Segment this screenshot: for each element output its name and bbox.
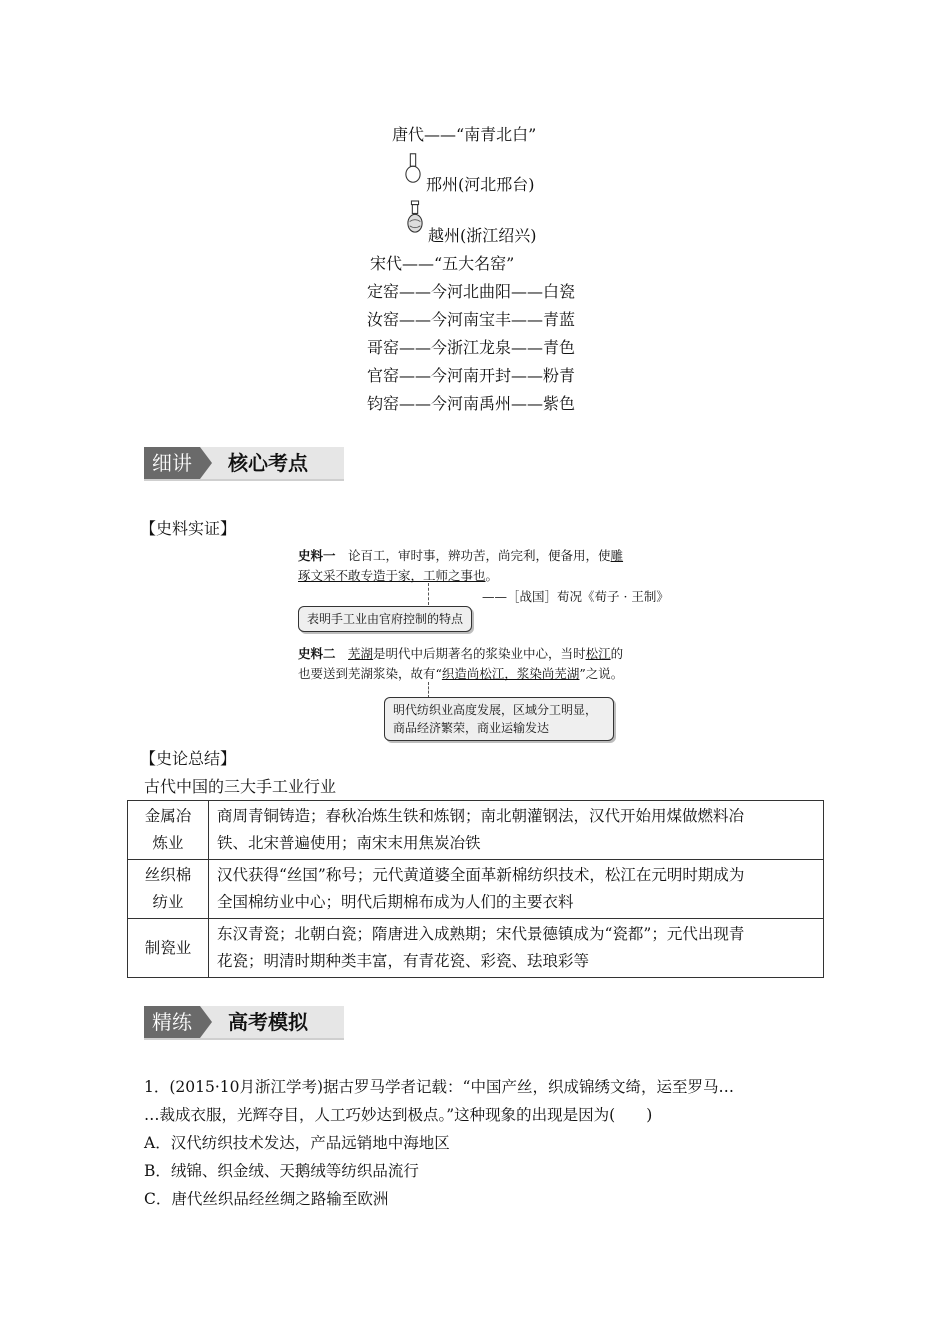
question-stem-line1: 1．(2015·10月浙江学考)据古罗马学者记载：“中国产丝，织成锦绣文绮，运至罗马… bbox=[144, 1078, 734, 1096]
source1-label: 史料一 bbox=[298, 548, 336, 563]
banner-arrow-icon bbox=[200, 1006, 212, 1038]
connector-line bbox=[428, 682, 429, 698]
tang-item-yuezhou: 越州(浙江绍兴) bbox=[428, 226, 537, 245]
tang-item-xingzhou: 邢州(河北邢台) bbox=[426, 175, 535, 194]
industry-table bbox=[127, 800, 824, 978]
source2-t1: 是明代中后期著名的浆染业中心，当时 bbox=[373, 646, 586, 661]
source2-note-line1: 明代纺织业高度发展，区域分工明显， bbox=[393, 703, 598, 717]
banner-title: 高考模拟 bbox=[228, 1010, 308, 1034]
celadon-vase-icon bbox=[407, 198, 423, 236]
evidence-heading: 【史料实证】 bbox=[140, 519, 237, 538]
industry-name: 金属冶 炼业 bbox=[128, 801, 209, 860]
source2-note bbox=[384, 697, 614, 741]
source1-citation: ——［战国］荀况《荀子 · 王制》 bbox=[482, 589, 669, 604]
option-c[interactable]: C．唐代丝织品经丝绸之路输至欧洲 bbox=[144, 1190, 389, 1208]
summary-heading: 【史论总结】 bbox=[140, 749, 237, 768]
industry-desc: 商周青铜铸造；春秋冶炼生铁和炼钢；南北朝灌钢法，汉代开始用煤做燃料冶 铁、北宋普遍使用；南宋末用焦炭冶铁 bbox=[209, 801, 824, 860]
table-row bbox=[128, 919, 824, 978]
banner-arrow-icon bbox=[200, 447, 212, 479]
source2-line2 bbox=[298, 664, 623, 682]
source2-t3: 也要送到芜湖浆染，故有“ bbox=[298, 666, 442, 681]
summary-subtitle: 古代中国的三大手工业行业 bbox=[144, 777, 337, 796]
porcelain-vase-icon bbox=[405, 150, 421, 186]
source2-note-line2: 商品经济繁荣，商业运输发达 bbox=[393, 721, 550, 735]
kiln-guan: 官窑——今河南开封——粉青 bbox=[367, 366, 576, 385]
source2-label: 史料二 bbox=[298, 646, 336, 661]
source2-u1: 芜湖 bbox=[348, 646, 374, 661]
industry-desc: 东汉青瓷；北朝白瓷；隋唐进入成熟期；宋代景德镇成为“瓷都”；元代出现青 花瓷；明清时期种类丰富，有青花瓷、彩瓷、珐琅彩等 bbox=[209, 919, 824, 978]
banner-tag: 细讲 bbox=[144, 447, 200, 479]
source2-u2: 松江 bbox=[585, 646, 611, 661]
table-row bbox=[128, 860, 824, 919]
section-banner-practice bbox=[144, 1006, 344, 1040]
source1-line1 bbox=[298, 546, 623, 564]
source2-t2: 的 bbox=[610, 646, 624, 661]
source2-u3: 织造尚松江，浆染尚芜湖 bbox=[441, 666, 580, 681]
source2-t4: ”之说。 bbox=[579, 666, 624, 681]
source1-text: 论百工，审时事，辨功苦，尚完利，便备用，使 bbox=[348, 548, 611, 563]
tang-title: 唐代——“南青北白” bbox=[392, 125, 537, 144]
industry-name: 丝织棉 纺业 bbox=[128, 860, 209, 919]
kiln-ge: 哥窑——今浙江龙泉——青色 bbox=[367, 338, 576, 357]
option-b[interactable]: B．绒锦、织金绒、天鹅绒等纺织品流行 bbox=[144, 1162, 419, 1180]
kiln-jun: 钧窑——今河南禹州——紫色 bbox=[367, 394, 576, 413]
kiln-ru: 汝窑——今河南宝丰——青蓝 bbox=[367, 310, 576, 329]
source2-line1 bbox=[298, 644, 623, 662]
industry-name: 制瓷业 bbox=[128, 919, 209, 978]
question-stem-line2: …裁成衣服，光辉夺目，人工巧妙达到极点。”这种现象的出现是因为( ) bbox=[144, 1106, 653, 1124]
source1-line2 bbox=[298, 566, 498, 584]
option-a[interactable]: A．汉代纺织技术发达，产品远销地中海地区 bbox=[144, 1134, 450, 1152]
source1-period: 。 bbox=[485, 568, 499, 583]
kiln-ding: 定窑——今河北曲阳——白瓷 bbox=[367, 282, 576, 301]
song-title: 宋代——“五大名窑” bbox=[370, 254, 515, 273]
banner-tag: 精练 bbox=[144, 1006, 200, 1038]
connector-line bbox=[428, 583, 429, 605]
table-row bbox=[128, 801, 824, 860]
source1-underline2: 琢文采不敢专造于家，工师之事也 bbox=[298, 568, 486, 583]
industry-desc: 汉代获得“丝国”称号；元代黄道婆全面革新棉纺织技术，松江在元明时期成为 全国棉纺业中心；明代后期棉布成为人们的主要衣料 bbox=[209, 860, 824, 919]
source1-note: 表明手工业由官府控制的特点 bbox=[298, 606, 472, 632]
section-banner-core bbox=[144, 447, 344, 481]
banner-title: 核心考点 bbox=[228, 451, 308, 475]
source1-underline: 雕 bbox=[610, 548, 624, 563]
